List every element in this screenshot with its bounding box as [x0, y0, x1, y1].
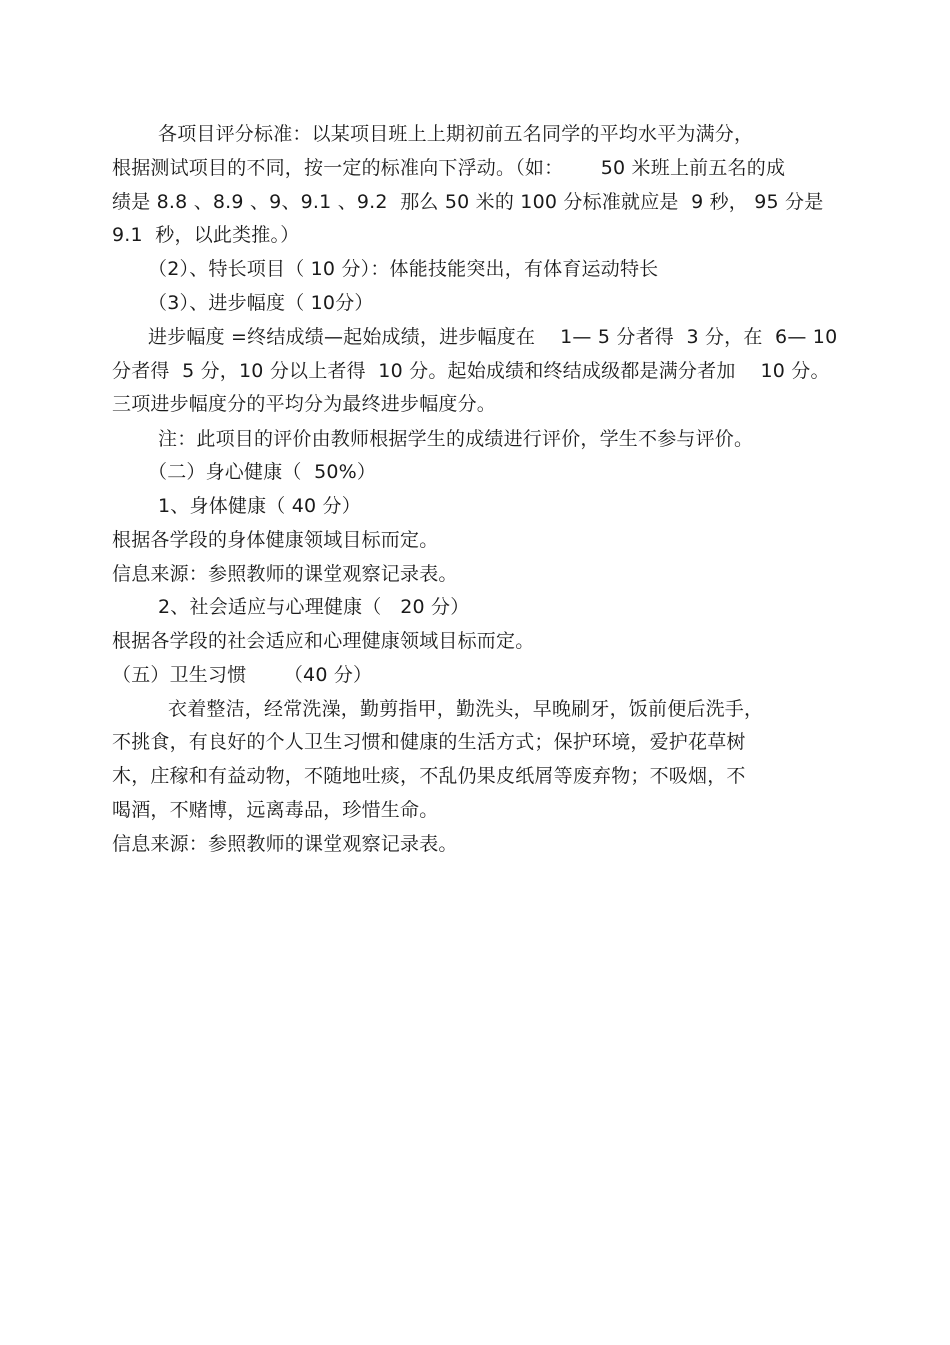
paragraph-line-13: 根据各学段的身体健康领域目标而定。: [112, 529, 439, 551]
paragraph-line-21: 喝酒，不赌博，远离毒品，珍惜生命。: [112, 799, 439, 821]
paragraph-line-20: 木，庄稼和有益动物，不随地吐痰，不乱仍果皮纸屑等废弃物；不吸烟，不: [112, 765, 746, 787]
paragraph-line-16: 根据各学段的社会适应和心理健康领域目标而定。: [112, 630, 535, 652]
paragraph-line-1: 各项目评分标准：以某项目班上上期初前五名同学的平均水平为满分，: [158, 123, 754, 145]
paragraph-line-4: 9.1 秒，以此类推。）: [112, 224, 300, 246]
paragraph-line-19: 不挑食，有良好的个人卫生习惯和健康的生活方式；保护环境，爱护花草树: [112, 731, 746, 753]
info-source-line-2: 信息来源：参照教师的课堂观察记录表。: [112, 833, 458, 855]
heading-hygiene: （五）卫生习惯 （40 分）: [112, 664, 373, 686]
heading-physical-health: 1、身体健康（ 40 分）: [158, 495, 361, 517]
paragraph-line-3: 绩是 8.8 、8.9 、9、9.1 、9.2 那么 50 米的 100 分标准就应是 9 秒， 95 分是: [112, 191, 824, 213]
paragraph-line-2: 根据测试项目的不同，按一定的标准向下浮动。（如： 50 米班上前五名的成: [112, 157, 786, 179]
heading-mental-health: （二）身心健康（ 50%）: [148, 461, 377, 483]
note-line: 注：此项目的评价由教师根据学生的成绩进行评价，学生不参与评价。: [158, 428, 754, 450]
paragraph-line-7: 进步幅度 =终结成绩—起始成绩，进步幅度在 1— 5 分者得 3 分，在 6— 10: [148, 326, 838, 348]
paragraph-line-8: 分者得 5 分，10 分以上者得 10 分。起始成绩和终结成级都是满分者加 10 分。: [112, 360, 830, 382]
heading-special-skill: （2）、特长项目（ 10 分）：体能技能突出，有体育运动特长: [148, 258, 659, 280]
paragraph-line-18: 衣着整洁，经常洗澡，勤剪指甲，勤洗头，早晚刷牙，饭前便后洗手，: [168, 698, 764, 720]
heading-social-adaptation: 2、社会适应与心理健康（ 20 分）: [158, 596, 470, 618]
heading-progress: （3）、进步幅度（ 10分）: [148, 292, 374, 314]
info-source-line-1: 信息来源：参照教师的课堂观察记录表。: [112, 563, 458, 585]
paragraph-line-9: 三项进步幅度分的平均分为最终进步幅度分。: [112, 393, 497, 415]
